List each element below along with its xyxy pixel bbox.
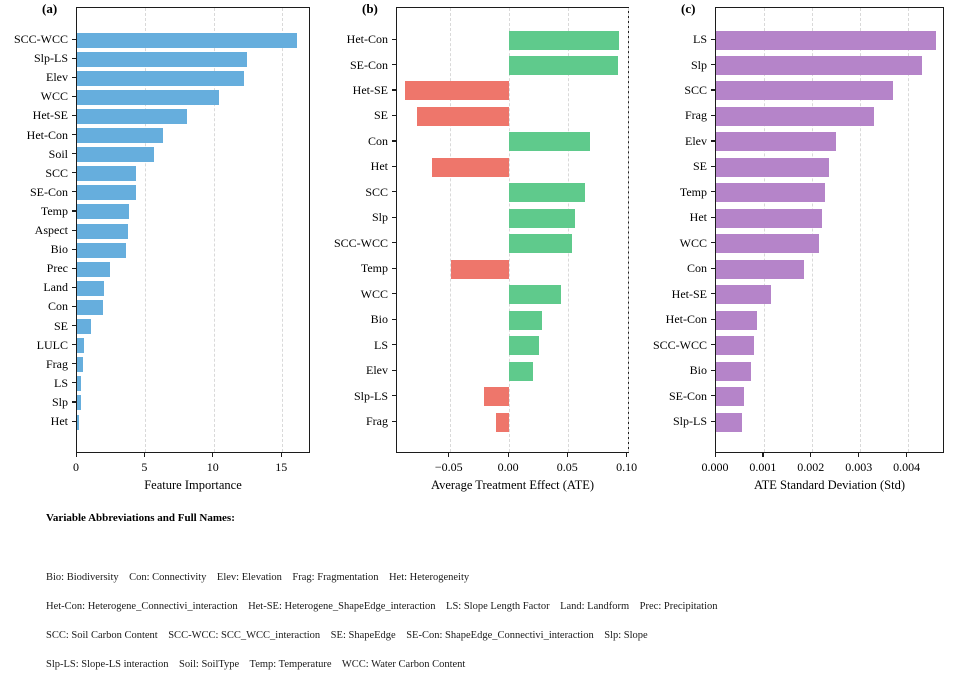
y-tick xyxy=(72,172,76,173)
plot-area xyxy=(396,7,629,453)
y-tick-label: SE-Con xyxy=(349,57,388,72)
y-tick-label: Het-SE xyxy=(32,108,68,123)
x-tick xyxy=(762,453,763,457)
y-tick-label: Slp-LS xyxy=(672,414,707,428)
bar-SCC xyxy=(716,81,893,100)
y-tick-label: Soil xyxy=(48,146,68,161)
y-tick xyxy=(392,370,396,371)
bar-Het xyxy=(432,158,509,177)
bar-SE xyxy=(417,107,510,126)
bar-Prec xyxy=(77,262,110,277)
bar-SE xyxy=(77,319,91,334)
y-tick-label: SE-Con xyxy=(29,184,68,199)
bar-Elev xyxy=(77,71,244,86)
bar-Slp-LS xyxy=(484,387,509,406)
y-tick xyxy=(392,140,396,141)
y-tick-label: Het xyxy=(50,414,68,428)
bar-SE-Con xyxy=(77,185,136,200)
x-tick-label: 10 xyxy=(206,460,219,474)
x-axis-title: Average Treatment Effect (ATE) xyxy=(430,478,595,492)
y-tick xyxy=(711,115,715,116)
y-tick-label: Frag xyxy=(685,108,707,123)
y-tick xyxy=(392,191,396,192)
y-tick xyxy=(72,134,76,135)
x-tick-label: 0.000 xyxy=(701,460,729,474)
y-tick xyxy=(711,64,715,65)
y-tick-label: SCC xyxy=(365,184,388,199)
bar-Soil xyxy=(77,147,154,162)
y-tick-label: SCC xyxy=(45,165,68,180)
bar-Frag xyxy=(716,107,874,126)
grid-line xyxy=(764,8,765,452)
grid-line xyxy=(812,8,813,452)
y-tick xyxy=(72,382,76,383)
bar-SCC xyxy=(77,166,136,181)
y-tick-label: WCC xyxy=(360,286,388,301)
y-tick-label: Slp-LS xyxy=(353,388,388,403)
y-tick-label: Elev xyxy=(46,70,68,85)
y-tick xyxy=(72,39,76,40)
bar-Slp xyxy=(509,209,575,228)
y-tick xyxy=(392,39,396,40)
x-axis-title: ATE Standard Deviation (Std) xyxy=(753,478,905,492)
y-tick xyxy=(72,210,76,211)
y-tick-label: Prec xyxy=(46,261,68,276)
y-tick xyxy=(711,319,715,320)
footnote-line-4: Slp-LS: Slope-LS interaction Soil: SoilType Temp: Temperature WCC: Water Carbon Content xyxy=(46,659,466,670)
panel-letter: (a) xyxy=(42,1,58,16)
bar-Het-Con xyxy=(509,31,619,50)
y-tick xyxy=(711,242,715,243)
x-tick xyxy=(448,453,449,457)
y-tick-label: Het-SE xyxy=(671,286,707,301)
y-tick-label: Het-Con xyxy=(665,312,707,327)
bar-Aspect xyxy=(77,224,128,239)
y-tick-label: SE xyxy=(373,108,388,123)
grid-line xyxy=(509,8,510,452)
bar-Het-SE xyxy=(405,81,509,100)
y-tick-label: LULC xyxy=(36,337,68,352)
bar-Temp xyxy=(716,183,825,202)
grid-line xyxy=(450,8,451,452)
y-tick xyxy=(392,395,396,396)
x-tick-label: 5 xyxy=(141,460,148,474)
bar-SE-Con xyxy=(509,56,618,75)
bar-LULC xyxy=(77,338,84,353)
y-tick xyxy=(72,191,76,192)
y-tick-label: Temp xyxy=(360,261,388,276)
bar-Het-SE xyxy=(77,109,187,124)
y-tick-label: Het-Con xyxy=(26,127,68,142)
x-tick xyxy=(212,453,213,457)
x-tick-label: 0.001 xyxy=(749,460,777,474)
bar-Frag xyxy=(496,413,509,432)
grid-line xyxy=(282,8,283,452)
bar-Bio xyxy=(509,311,542,330)
y-tick xyxy=(72,268,76,269)
y-tick-label: Land xyxy=(43,280,68,295)
y-tick xyxy=(72,230,76,231)
grid-line xyxy=(568,8,569,452)
y-tick xyxy=(72,344,76,345)
bar-Slp xyxy=(716,56,922,75)
y-tick-label: Frag xyxy=(366,414,388,428)
x-tick xyxy=(858,453,859,457)
y-tick xyxy=(711,166,715,167)
y-tick xyxy=(711,89,715,90)
y-tick xyxy=(392,421,396,422)
y-tick-label: Temp xyxy=(40,203,68,218)
bar-LS xyxy=(77,376,81,391)
bar-Het-Con xyxy=(716,311,757,330)
footnote-title: Variable Abbreviations and Full Names: xyxy=(46,512,235,524)
y-tick-label: Aspect xyxy=(34,223,68,237)
y-tick xyxy=(72,306,76,307)
x-tick xyxy=(626,453,627,457)
y-tick xyxy=(72,96,76,97)
x-tick xyxy=(508,453,509,457)
y-tick xyxy=(392,319,396,320)
x-tick xyxy=(144,453,145,457)
y-tick-label: SCC xyxy=(684,82,707,97)
y-tick-label: Het-SE xyxy=(352,82,388,97)
y-tick xyxy=(72,363,76,364)
y-tick-label: SE xyxy=(692,159,707,174)
y-tick xyxy=(392,89,396,90)
bar-Land xyxy=(77,281,104,296)
x-tick xyxy=(906,453,907,457)
y-tick-label: Slp xyxy=(51,394,68,409)
y-tick xyxy=(711,293,715,294)
y-tick-label: Bio xyxy=(689,363,707,378)
x-tick-label: −0.05 xyxy=(434,460,463,474)
y-tick xyxy=(72,58,76,59)
x-tick-label: 0.002 xyxy=(797,460,825,474)
y-tick xyxy=(711,344,715,345)
y-tick-label: Con xyxy=(47,299,68,314)
bar-Het-Con xyxy=(77,128,163,143)
bar-Elev xyxy=(716,132,836,151)
y-tick-label: SCC-WCC xyxy=(652,337,707,352)
bar-SCC-WCC xyxy=(716,336,754,355)
y-tick xyxy=(72,249,76,250)
bar-LS xyxy=(509,336,539,355)
grid-line xyxy=(214,8,215,452)
x-tick-label: 0.004 xyxy=(893,460,921,474)
y-tick xyxy=(392,242,396,243)
footnote-line-3: SCC: Soil Carbon Content SCC-WCC: SCC_WCC_interaction SE: ShapeEdge SE-Con: ShapeEdge_Connectivi_interaction Slp: Slope xyxy=(46,630,648,641)
bar-Con xyxy=(77,300,103,315)
y-tick-label: LS xyxy=(373,337,388,352)
x-axis-title: Feature Importance xyxy=(144,478,242,492)
bar-Temp xyxy=(451,260,509,279)
bar-Temp xyxy=(77,204,129,219)
grid-line xyxy=(860,8,861,452)
y-tick xyxy=(711,370,715,371)
y-tick xyxy=(72,115,76,116)
y-tick xyxy=(711,140,715,141)
bar-Bio xyxy=(716,362,751,381)
bar-SE xyxy=(716,158,829,177)
y-tick-label: Con xyxy=(686,261,707,276)
x-tick xyxy=(715,453,716,457)
y-tick-label: Temp xyxy=(679,184,707,199)
y-tick xyxy=(72,401,76,402)
bar-Slp xyxy=(77,395,81,410)
plot-area xyxy=(715,7,944,453)
bar-Elev xyxy=(509,362,533,381)
bar-Frag xyxy=(77,357,83,372)
y-tick-label: Het xyxy=(689,210,707,225)
bar-SCC-WCC xyxy=(509,234,572,253)
y-tick xyxy=(711,395,715,396)
y-tick xyxy=(711,421,715,422)
x-tick xyxy=(76,453,77,457)
y-tick-label: LS xyxy=(53,375,68,390)
x-tick xyxy=(567,453,568,457)
panel-letter: (c) xyxy=(681,1,696,16)
bar-SCC-WCC xyxy=(77,33,297,48)
x-tick-label: 0 xyxy=(73,460,79,474)
y-tick xyxy=(711,191,715,192)
y-tick-label: Elev xyxy=(685,133,707,148)
y-tick-label: SE-Con xyxy=(668,388,707,403)
y-tick xyxy=(72,421,76,422)
bar-SE-Con xyxy=(716,387,744,406)
y-tick-label: Het-Con xyxy=(346,32,388,46)
y-tick-label: Con xyxy=(367,133,388,148)
y-tick-label: Het xyxy=(370,159,388,174)
y-tick-label: LS xyxy=(692,32,707,46)
x-tick-label: 0.05 xyxy=(556,460,578,474)
y-tick xyxy=(72,77,76,78)
bar-Slp-LS xyxy=(716,413,742,432)
y-tick-label: Elev xyxy=(366,363,388,378)
footnote-line-2: Het-Con: Heterogene_Connectivi_interaction Het-SE: Heterogene_ShapeEdge_interaction LS: Slope Length Factor Land: Landform Prec: Precipitation xyxy=(46,601,718,612)
y-tick-label: Bio xyxy=(370,312,388,327)
y-tick xyxy=(392,64,396,65)
y-tick-label: Slp xyxy=(690,57,707,72)
y-tick xyxy=(392,115,396,116)
y-tick-label: Slp-LS xyxy=(33,51,68,66)
grid-line xyxy=(145,8,146,452)
y-tick-label: Slp xyxy=(371,210,388,225)
y-tick xyxy=(711,217,715,218)
bar-Het-SE xyxy=(716,285,771,304)
y-tick xyxy=(392,217,396,218)
y-tick xyxy=(392,268,396,269)
y-tick xyxy=(72,287,76,288)
bar-Con xyxy=(509,132,590,151)
bar-Het xyxy=(716,209,822,228)
y-tick-label: Bio xyxy=(50,242,68,257)
bar-SCC xyxy=(509,183,585,202)
grid-line xyxy=(628,8,629,452)
y-tick-label: SE xyxy=(53,318,68,333)
bar-Bio xyxy=(77,243,126,258)
y-tick xyxy=(72,153,76,154)
bar-LS xyxy=(716,31,936,50)
y-tick-label: SCC-WCC xyxy=(333,235,388,250)
x-tick-label: 15 xyxy=(275,460,288,474)
x-tick xyxy=(810,453,811,457)
x-tick-label: 0.003 xyxy=(845,460,873,474)
y-tick-label: WCC xyxy=(40,89,68,104)
y-tick xyxy=(711,39,715,40)
bar-WCC xyxy=(716,234,819,253)
x-tick xyxy=(281,453,282,457)
bar-WCC xyxy=(509,285,561,304)
bar-Slp-LS xyxy=(77,52,247,67)
plot-area xyxy=(76,7,310,453)
y-tick xyxy=(72,325,76,326)
footnote-line-1: Bio: Biodiversity Con: Connectivity Elev: Elevation Frag: Fragmentation Het: Heterogeneity xyxy=(46,572,470,583)
y-tick-label: Frag xyxy=(46,356,68,371)
bar-Het xyxy=(77,415,79,430)
x-tick-label: 0.10 xyxy=(616,460,638,474)
grid-line xyxy=(908,8,909,452)
x-tick-label: 0.00 xyxy=(497,460,519,474)
y-tick xyxy=(392,166,396,167)
bar-WCC xyxy=(77,90,219,105)
y-tick-label: WCC xyxy=(679,235,707,250)
y-tick xyxy=(392,344,396,345)
panel-letter: (b) xyxy=(362,1,378,16)
bar-Con xyxy=(716,260,804,279)
y-tick xyxy=(392,293,396,294)
y-tick-label: SCC-WCC xyxy=(13,32,68,46)
y-tick xyxy=(711,268,715,269)
